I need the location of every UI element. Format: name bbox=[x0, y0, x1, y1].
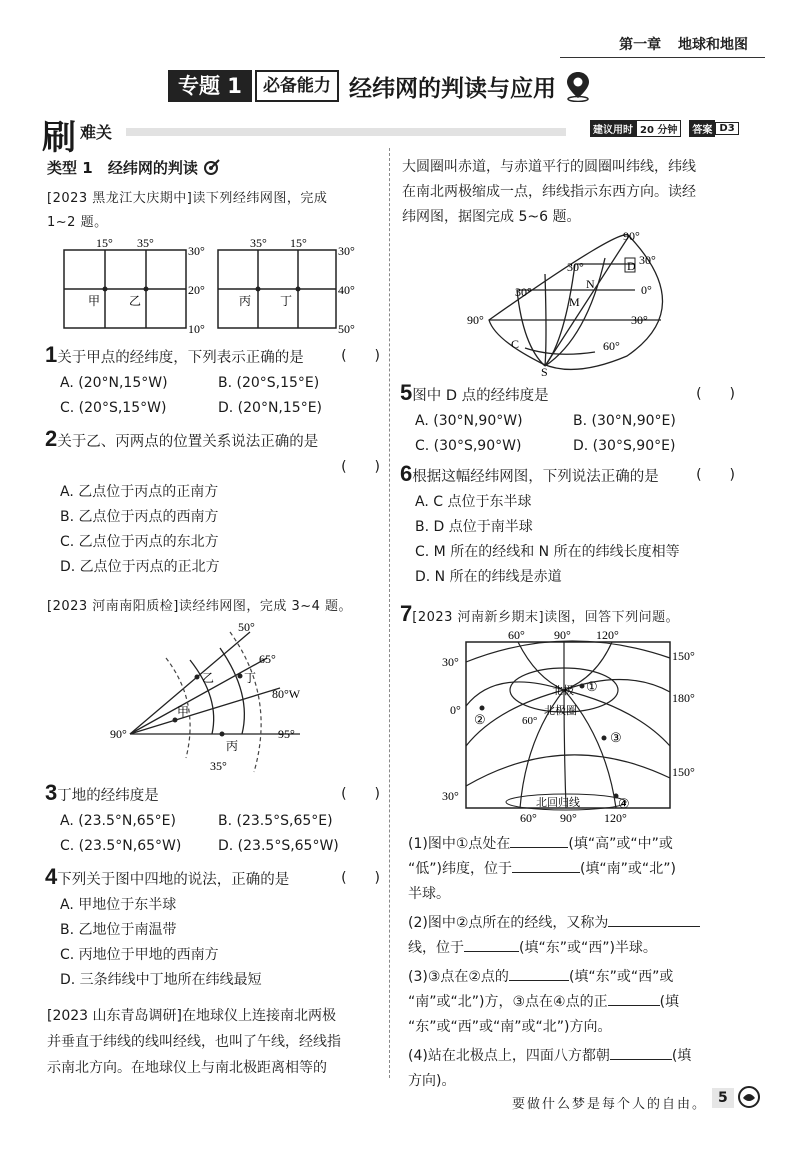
passage-line-5: 在南北两极缩成一点，纬线指示东西方向。读经 bbox=[402, 184, 696, 200]
q7-2-a: (2)图中②点所在的经线，又称为 bbox=[408, 915, 609, 931]
q5-answer-paren[interactable]: ( ) bbox=[696, 386, 735, 402]
grid-right-lat-2: 40° bbox=[338, 283, 355, 297]
topic-banner bbox=[168, 68, 592, 104]
hemi-label-0: 0° bbox=[641, 283, 652, 297]
point-yi-2 bbox=[195, 675, 200, 680]
label-bing-2: 丙 bbox=[226, 739, 239, 753]
hemi-label-30-right: 30° bbox=[639, 253, 656, 267]
polar-inner-60: 60° bbox=[522, 715, 538, 727]
q4-option-a[interactable]: A. 甲地位于东半球 bbox=[60, 897, 177, 913]
polar-top-90: 90° bbox=[554, 628, 571, 642]
polar-bottom-120: 120° bbox=[604, 811, 627, 823]
question-2 bbox=[45, 428, 380, 580]
q4-stem: 下列关于图中四地的说法，正确的是 bbox=[57, 872, 290, 888]
intro2-line1: [2023 河南南阳质检]读经纬网图，完成 3~4 题。 bbox=[47, 599, 353, 614]
time-label: 建议用时 bbox=[590, 120, 636, 137]
hemi-label-30-top: 30° bbox=[567, 260, 584, 274]
grid-left-lat-1: 30° bbox=[188, 244, 205, 258]
polar-point-3-dot bbox=[602, 736, 607, 741]
polar-point-1: ① bbox=[586, 679, 598, 694]
polar-right-150-bottom: 150° bbox=[672, 765, 695, 779]
grid-left-lon-1: 15° bbox=[96, 236, 113, 250]
grid-right-lat-3: 50° bbox=[338, 322, 355, 336]
fan-label-65: 65° bbox=[259, 652, 276, 666]
hemi-label-90-left: 90° bbox=[467, 313, 484, 327]
q3-answer-paren[interactable]: ( ) bbox=[341, 786, 380, 802]
passage-line-3: 示南北方向。在地球仪上与南北极距离相等的 bbox=[47, 1060, 327, 1076]
point-yi bbox=[144, 287, 149, 292]
answer-label: 答案 bbox=[689, 120, 715, 137]
q7-2-blank-2[interactable] bbox=[464, 937, 519, 952]
q2-option-c[interactable]: C. 乙点位于丙点的东北方 bbox=[60, 534, 219, 550]
q5-option-a[interactable]: A. (30°N,90°W) bbox=[415, 413, 523, 429]
q1-number: 1 bbox=[45, 342, 58, 367]
label-bing: 丙 bbox=[239, 294, 252, 308]
q5-number: 5 bbox=[400, 380, 413, 405]
time-tag bbox=[590, 120, 739, 137]
running-header bbox=[619, 34, 748, 54]
label-ding: 丁 bbox=[280, 294, 293, 308]
topic-title: 经纬网的判读与应用 bbox=[348, 75, 556, 102]
hemi-label-90-top: 90° bbox=[623, 229, 640, 243]
q7-3-a: (3)③点在②点的 bbox=[408, 969, 509, 985]
section-bar bbox=[42, 112, 764, 158]
label-jia: 甲 bbox=[88, 294, 101, 308]
point-ding-2 bbox=[238, 674, 243, 679]
q1-option-d[interactable]: D. (20°N,15°E) bbox=[218, 400, 323, 416]
q4-number: 4 bbox=[45, 864, 58, 889]
page-number: 5 bbox=[712, 1088, 734, 1108]
hemi-point-m: M bbox=[569, 295, 580, 309]
chapter-title: 地球和地图 bbox=[678, 37, 748, 53]
hemi-label-30-mid: 30° bbox=[515, 285, 532, 299]
fan-label-35: 35° bbox=[210, 759, 227, 773]
grid-left-lon-2: 35° bbox=[137, 236, 154, 250]
fan-label-95: 95° bbox=[278, 727, 295, 741]
polar-frame bbox=[466, 642, 670, 808]
point-bing bbox=[256, 287, 261, 292]
polar-left-0: 0° bbox=[450, 703, 461, 717]
polar-north-pole-label: 北极 bbox=[552, 685, 574, 697]
q6-option-b[interactable]: B. D 点位于南半球 bbox=[415, 519, 533, 535]
header-rule bbox=[560, 57, 765, 58]
label-jia-2: 甲 bbox=[177, 705, 190, 719]
question-1 bbox=[45, 344, 380, 421]
polar-bottom-90: 90° bbox=[560, 811, 577, 823]
grid-right bbox=[218, 250, 336, 328]
passage-line-6: 纬网图，据图完成 5~6 题。 bbox=[402, 209, 581, 225]
q4-option-b[interactable]: B. 乙地位于南温带 bbox=[60, 922, 177, 938]
question-7-intro bbox=[400, 603, 679, 630]
passage-line-4: 大圆圈叫赤道，与赤道平行的圆圈叫纬线，纬线 bbox=[402, 159, 696, 175]
q6-option-d[interactable]: D. N 所在的纬线是赤道 bbox=[415, 569, 562, 585]
question-6 bbox=[400, 463, 735, 590]
footer-motto: 要做什么梦是每个人的自由。 bbox=[512, 1097, 708, 1112]
q2-answer-paren[interactable]: ( ) bbox=[341, 459, 380, 475]
q3-number: 3 bbox=[45, 780, 58, 805]
q5-option-b[interactable]: B. (30°N,90°E) bbox=[573, 413, 676, 429]
q7-subparts bbox=[408, 832, 738, 1094]
q3-stem: 丁地的经纬度是 bbox=[57, 788, 159, 804]
time-value: 20 分钟 bbox=[636, 120, 681, 137]
type1-title: 经纬网的判读 bbox=[107, 159, 198, 177]
point-ding bbox=[296, 287, 301, 292]
hemi-label-30-bottom: 30° bbox=[631, 313, 648, 327]
column-divider bbox=[389, 148, 390, 1078]
q5-option-d[interactable]: D. (30°S,90°E) bbox=[573, 438, 676, 454]
q7-4-blank-1[interactable] bbox=[610, 1045, 672, 1060]
hemi-point-c: C bbox=[511, 337, 520, 351]
location-pin-icon bbox=[564, 70, 592, 102]
hemi-point-s: S bbox=[541, 365, 548, 378]
answer-page: D3 bbox=[715, 122, 738, 135]
topic-label: 专题 1 bbox=[168, 70, 252, 102]
q7-number: 7 bbox=[400, 601, 413, 626]
q7-intro: [2023 河南新乡期末]读图，回答下列问题。 bbox=[412, 610, 680, 625]
page-logo-icon bbox=[736, 1084, 762, 1110]
polar-point-2-dot bbox=[480, 706, 485, 711]
q4-option-d[interactable]: D. 三条纬线中丁地所在纬线最短 bbox=[60, 972, 262, 988]
fan-label-80w: 80°W bbox=[272, 687, 301, 701]
shua-mark: 刷 bbox=[42, 118, 76, 158]
q3-option-c[interactable]: C. (23.5°N,65°W) bbox=[60, 838, 182, 854]
type1-label: 类型 1 bbox=[47, 159, 93, 177]
grid-right-lon-2: 15° bbox=[290, 236, 307, 250]
q5-stem: 图中 D 点的经纬度是 bbox=[412, 388, 549, 404]
q7-1-c: “低”)纬度，位于 bbox=[408, 861, 512, 877]
q2-number: 2 bbox=[45, 426, 58, 451]
q1-stem: 关于甲点的经纬度，下列表示正确的是 bbox=[57, 350, 304, 366]
q1-option-c[interactable]: C. (20°S,15°W) bbox=[60, 400, 167, 416]
q4-option-c[interactable]: C. 丙地位于甲地的西南方 bbox=[60, 947, 219, 963]
polar-left-30-bottom: 30° bbox=[442, 789, 459, 803]
polar-top-60: 60° bbox=[508, 628, 525, 642]
label-ding-2: 丁 bbox=[244, 671, 257, 685]
q6-option-a[interactable]: A. C 点位于东半球 bbox=[415, 494, 532, 510]
q1-option-b[interactable]: B. (20°S,15°E) bbox=[218, 375, 320, 391]
q4-answer-paren[interactable]: ( ) bbox=[341, 870, 380, 886]
type1-heading bbox=[47, 157, 221, 178]
q7-4-a: (4)站在北极点上，四面八方都朝 bbox=[408, 1048, 610, 1064]
target-icon bbox=[203, 159, 221, 175]
q2-option-a[interactable]: A. 乙点位于丙点的正南方 bbox=[60, 484, 219, 500]
label-yi: 乙 bbox=[129, 294, 142, 308]
hemi-label-60: 60° bbox=[603, 339, 620, 353]
q7-1-e: 半球。 bbox=[408, 886, 450, 902]
q7-4-c: 方向)。 bbox=[408, 1073, 456, 1089]
polar-bottom-60: 60° bbox=[520, 811, 537, 823]
passage-line-2: 并垂直于纬线的线叫经线，也叫了午线，经线指 bbox=[47, 1034, 341, 1050]
q7-1-a: (1)图中①点处在 bbox=[408, 836, 511, 852]
q7-2-b: 线，位于 bbox=[408, 940, 464, 956]
polar-tropic-label: 北回归线 bbox=[536, 797, 580, 809]
q6-option-c[interactable]: C. M 所在的经线和 N 所在的纬线长度相等 bbox=[415, 544, 680, 560]
figure-3-hemisphere bbox=[465, 228, 705, 378]
q5-option-c[interactable]: C. (30°S,90°W) bbox=[415, 438, 522, 454]
question-3 bbox=[45, 782, 380, 859]
grid-left-lat-3: 10° bbox=[188, 322, 205, 336]
q7-2-c: (填“东”或“西”)半球。 bbox=[519, 940, 657, 956]
figure-1-grids bbox=[62, 236, 382, 336]
q3-option-a[interactable]: A. (23.5°N,65°E) bbox=[60, 813, 176, 829]
polar-point-4: ④ bbox=[618, 796, 630, 811]
polar-arctic-circle-label: 北极圈 bbox=[544, 705, 577, 717]
polar-grid-lines bbox=[466, 641, 670, 808]
intro1-line2: 1~2 题。 bbox=[47, 215, 108, 230]
q7-1-blank-2[interactable] bbox=[512, 858, 580, 873]
polar-left-30-top: 30° bbox=[442, 655, 459, 669]
q7-3-c: “南”或“北”)方，③点在④点的正 bbox=[408, 994, 608, 1010]
q2-option-b[interactable]: B. 乙点位于丙点的西南方 bbox=[60, 509, 219, 525]
q7-3-blank-1[interactable] bbox=[509, 966, 569, 981]
q1-answer-paren[interactable]: ( ) bbox=[341, 348, 380, 364]
passage-line-1: [2023 山东青岛调研]在地球仪上连接南北两极 bbox=[47, 1008, 337, 1024]
topic-badge: 必备能力 bbox=[255, 70, 339, 102]
q2-option-d[interactable]: D. 乙点位于丙点的正北方 bbox=[60, 559, 220, 575]
q7-3-b: (填“东”或“西”或 bbox=[568, 969, 674, 985]
q3-option-b[interactable]: B. (23.5°S,65°E) bbox=[218, 813, 333, 829]
polar-point-3: ③ bbox=[610, 730, 622, 745]
difficulty-label: 难关 bbox=[80, 123, 113, 142]
point-bing-2 bbox=[220, 732, 225, 737]
grid-left-lat-2: 20° bbox=[188, 283, 205, 297]
q7-3-d: (填 bbox=[659, 994, 680, 1010]
polar-top-120: 120° bbox=[596, 628, 619, 642]
q3-option-d[interactable]: D. (23.5°S,65°W) bbox=[218, 838, 339, 854]
grid-right-lat-1: 30° bbox=[338, 244, 355, 258]
q6-stem: 根据这幅经纬网图，下列说法正确的是 bbox=[412, 469, 659, 485]
q7-3-blank-2[interactable] bbox=[608, 991, 660, 1006]
fan-dashed-arcs bbox=[166, 632, 261, 772]
q2-stem: 关于乙、丙两点的位置关系说法正确的是 bbox=[57, 434, 319, 450]
polar-point-2: ② bbox=[474, 712, 486, 727]
intro1-line1: [2023 黑龙江大庆期中]读下列经纬网图，完成 bbox=[47, 191, 328, 206]
fan-lines bbox=[130, 632, 300, 734]
fan-label-90: 90° bbox=[110, 727, 127, 741]
grid-right-lon-1: 35° bbox=[250, 236, 267, 250]
q7-1-b: (填“高”或“中”或 bbox=[568, 836, 673, 852]
point-jia bbox=[103, 287, 108, 292]
fan-label-50: 50° bbox=[238, 620, 255, 634]
q7-4-b: (填 bbox=[671, 1048, 692, 1064]
label-yi-2: 乙 bbox=[202, 671, 215, 685]
q7-3-e: “东”或“西”或“南”或“北”)方向。 bbox=[408, 1019, 612, 1035]
question-5 bbox=[400, 382, 735, 459]
q1-option-a[interactable]: A. (20°N,15°W) bbox=[60, 375, 168, 391]
chapter-number: 第一章 bbox=[619, 37, 662, 53]
q6-answer-paren[interactable]: ( ) bbox=[696, 467, 735, 483]
figure-2-fan-grid bbox=[92, 620, 392, 780]
q6-number: 6 bbox=[400, 461, 413, 486]
polar-right-150-top: 150° bbox=[672, 649, 695, 663]
polar-right-180: 180° bbox=[672, 691, 695, 705]
q7-1-blank-1[interactable] bbox=[510, 833, 568, 848]
question-4 bbox=[45, 866, 380, 993]
grid-left bbox=[64, 250, 186, 328]
q7-1-d: (填“南”或“北”) bbox=[579, 861, 676, 877]
hemi-point-n: N bbox=[586, 277, 595, 291]
hemi-point-d: D bbox=[627, 259, 636, 273]
polar-point-1-dot bbox=[580, 684, 585, 689]
section-rule bbox=[126, 128, 566, 136]
figure-4-polar-grid bbox=[436, 628, 716, 823]
q7-2-blank-1[interactable] bbox=[608, 912, 700, 927]
